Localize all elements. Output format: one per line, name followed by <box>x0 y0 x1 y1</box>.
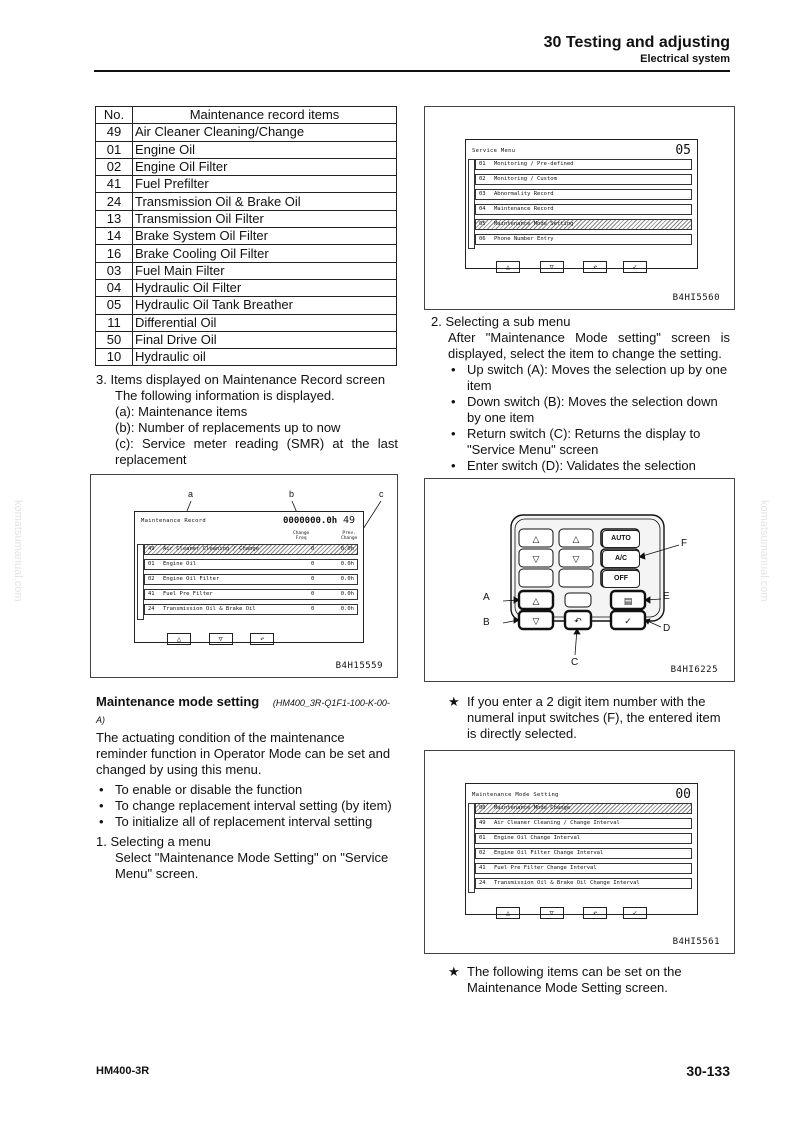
row-number: 24 <box>96 193 133 210</box>
row-item: Transmission Oil Filter <box>133 210 397 227</box>
row-prev-smr: 0.0h <box>340 591 354 597</box>
figure-id: B4HI5561 <box>672 937 720 947</box>
step-1 <box>96 834 398 882</box>
bullet-line: Down switch (B): Moves the selection down <box>467 394 718 409</box>
row-code: 04 <box>479 206 486 212</box>
row-code: 41 <box>148 591 155 597</box>
table-row <box>96 297 397 314</box>
row-code: 41 <box>479 865 486 871</box>
step-line: Select "Maintenance Mode Setting" on "Service <box>115 850 389 865</box>
bullet-line: Return switch (C): Returns the display to <box>467 426 701 441</box>
svg-text:△: △ <box>572 535 580 545</box>
note-line: If you enter a 2 digit item number with the <box>467 694 706 709</box>
table-row <box>96 245 397 262</box>
menu-row[interactable] <box>475 189 692 200</box>
figure-maintenance-record <box>90 474 398 678</box>
col-freq-label: Freq <box>295 536 307 541</box>
row-item: Air Cleaner Cleaning/Change <box>133 124 397 141</box>
row-number: 01 <box>96 141 133 158</box>
row-item: Hydraulic Oil Tank Breather <box>133 297 397 314</box>
down-button[interactable]: ▽ <box>540 261 564 273</box>
return-button[interactable]: ↶ <box>250 633 274 645</box>
table-row <box>96 158 397 175</box>
note-line: Maintenance Mode Setting screen. <box>467 980 668 995</box>
bullet-line: "Service Menu" screen <box>467 442 599 457</box>
row-number: 14 <box>96 228 133 245</box>
watermark-right: komatsumanual.com <box>758 500 770 602</box>
bullet-item <box>448 362 730 394</box>
service-menu-buttons <box>496 254 647 273</box>
footer-page-number: 30-133 <box>686 1063 730 1079</box>
note-line: is directly selected. <box>467 726 577 741</box>
menu-row[interactable] <box>475 234 692 245</box>
row-code: 00 <box>479 805 486 811</box>
step-heading: 1. Selecting a menu <box>96 834 211 849</box>
ac-key[interactable]: A/C <box>602 550 640 568</box>
service-menu-list <box>475 159 692 245</box>
off-key[interactable]: OFF <box>602 570 640 588</box>
row-change-count: 0 <box>311 591 315 597</box>
screen-title: Maintenance Record <box>141 518 207 524</box>
bullet-dot: • <box>99 798 104 813</box>
row-number: 10 <box>96 349 133 366</box>
row-label: Maintenance Mode Change <box>494 805 571 811</box>
section-3-line: The following information is displayed. <box>115 388 335 403</box>
svg-text:▤: ▤ <box>623 597 633 607</box>
row-item: Hydraulic Oil Filter <box>133 279 397 296</box>
svg-text:▽: ▽ <box>532 555 540 565</box>
row-item: Brake System Oil Filter <box>133 228 397 245</box>
bullet-item <box>448 458 730 474</box>
row-change-count: 0 <box>311 561 315 567</box>
screen-title: Service Menu <box>472 148 516 154</box>
table-row <box>96 193 397 210</box>
row-prev-smr: 0.0h <box>340 576 354 582</box>
bullet-dot: • <box>451 426 456 441</box>
lcd-maintenance-mode <box>465 783 698 915</box>
section-2-heading: 2. Selecting a sub menu <box>431 314 571 329</box>
label-e: E <box>663 591 670 602</box>
section-3 <box>96 372 398 468</box>
row-code: 01 <box>479 835 486 841</box>
maintenance-record-table <box>95 106 397 366</box>
row-item: Hydraulic oil <box>133 349 397 366</box>
row-item: Differential Oil <box>133 314 397 331</box>
switch-panel-drawing <box>425 479 734 681</box>
svg-text:▽: ▽ <box>532 617 540 627</box>
bullet-dot: • <box>451 394 456 409</box>
mms-list <box>475 803 692 889</box>
item-b-desc: (b): Number of replacements up to now <box>115 420 341 435</box>
row-label: Air Cleaner Cleaning / Change <box>163 546 260 552</box>
row-item: Transmission Oil & Brake Oil <box>133 193 397 210</box>
scrollbar[interactable] <box>468 803 475 893</box>
smr-value: 0000000.0h <box>283 516 338 526</box>
row-code: 24 <box>148 606 155 612</box>
lcd-maintenance-record <box>134 511 364 643</box>
table-row <box>96 176 397 193</box>
bullet-line: by one item <box>467 410 535 425</box>
row-number: 13 <box>96 210 133 227</box>
section-title: 30 Testing and adjusting <box>543 34 730 51</box>
row-label: Abnormality Record <box>494 191 554 197</box>
row-label: Engine Oil <box>163 561 197 567</box>
row-code: 49 <box>479 820 486 826</box>
col-change-label: Change <box>293 531 310 536</box>
mms-buttons <box>496 900 647 919</box>
bullet-dot: • <box>451 362 456 377</box>
bullet-text: To initialize all of replacement interval setting <box>115 814 373 829</box>
bullet-item <box>448 426 730 458</box>
section-2-line: displayed, select the item to change the setting. <box>448 346 722 361</box>
row-prev-smr: 0.0h <box>340 546 354 552</box>
menu-row[interactable] <box>475 863 692 874</box>
note-line: numeral input switches (F), the entered item <box>467 710 721 725</box>
star-icon: ★ <box>448 964 460 979</box>
col-prev-change <box>341 531 357 541</box>
figure-id: B4HI5560 <box>672 293 720 303</box>
menu-row[interactable] <box>144 544 358 555</box>
lcd-service-menu <box>465 139 698 269</box>
row-label: Engine Oil Change Interval <box>494 835 581 841</box>
para-line: reminder function in Operator Mode can be set and <box>96 746 391 761</box>
row-number: 16 <box>96 245 133 262</box>
note-settable-items <box>448 964 733 996</box>
note-direct-select <box>448 694 733 742</box>
table-row <box>96 228 397 245</box>
section-2 <box>431 314 730 474</box>
section-subtitle: Electrical system <box>640 53 730 65</box>
down-button[interactable]: ▽ <box>540 907 564 919</box>
row-number: 03 <box>96 262 133 279</box>
figure-service-menu <box>424 106 735 310</box>
star-icon: ★ <box>448 694 460 709</box>
footer-model: HM400-3R <box>96 1065 150 1077</box>
row-code: 01 <box>479 161 486 167</box>
para-line: changed by using this menu. <box>96 762 262 777</box>
menu-row[interactable] <box>144 589 358 600</box>
row-label: Maintenance Record <box>494 206 554 212</box>
figure-id: B4H15559 <box>335 661 383 671</box>
row-label: Air Cleaner Cleaning / Change Interval <box>494 820 620 826</box>
row-code: 01 <box>148 561 155 567</box>
scrollbar[interactable] <box>468 159 475 249</box>
row-item: Brake Cooling Oil Filter <box>133 245 397 262</box>
row-number: 49 <box>96 124 133 141</box>
table-header-no: No. <box>96 107 133 124</box>
label-d: D <box>663 623 671 634</box>
menu-row[interactable] <box>475 848 692 859</box>
table-row <box>96 279 397 296</box>
section-2-line: After "Maintenance Mode setting" screen is <box>448 330 730 345</box>
table-body <box>96 124 397 366</box>
row-label: Transmission Oil & Brake Oil Change Interval <box>494 880 640 886</box>
row-code: 06 <box>479 236 486 242</box>
table-row <box>96 210 397 227</box>
row-code: 03 <box>479 191 486 197</box>
section-code: (HM400_3R-Q1F1-100-K-00-A) <box>96 698 390 725</box>
return-button[interactable]: ↶ <box>583 261 607 273</box>
row-number: 50 <box>96 331 133 348</box>
bullet-line: Up switch (A): Moves the selection up by one <box>467 362 728 377</box>
row-code: 02 <box>148 576 155 582</box>
menu-row[interactable] <box>475 833 692 844</box>
row-label: Monitoring / Pre-defined <box>494 161 574 167</box>
para-line: The actuating condition of the maintenance <box>96 730 345 745</box>
menu-row[interactable] <box>144 604 358 615</box>
menu-row[interactable] <box>475 803 692 814</box>
row-change-count: 0 <box>311 606 315 612</box>
item-c-desc-cont: replacement <box>115 452 187 467</box>
col-change-freq <box>293 531 309 541</box>
up-button[interactable]: △ <box>496 261 520 273</box>
row-code: 24 <box>479 880 486 886</box>
label-a: A <box>483 592 490 603</box>
item-a-desc: (a): Maintenance items <box>115 404 248 419</box>
header-rule <box>94 70 730 72</box>
table-row <box>96 262 397 279</box>
row-item: Fuel Main Filter <box>133 262 397 279</box>
row-item: Engine Oil <box>133 141 397 158</box>
menu-row[interactable] <box>144 559 358 570</box>
figure-switch-panel <box>424 478 735 682</box>
col-prev-label: Prev. <box>342 531 356 536</box>
row-number: 04 <box>96 279 133 296</box>
record-buttons <box>167 626 274 645</box>
col-prev-change-label: Change <box>341 536 358 541</box>
screen-title: Maintenance Mode Setting <box>472 792 559 798</box>
down-button[interactable]: ▽ <box>209 633 233 645</box>
menu-row[interactable] <box>475 818 692 829</box>
table-row <box>96 349 397 366</box>
bullet-text: To enable or disable the function <box>115 782 303 797</box>
row-label: Transmission Oil & Brake Oil <box>163 606 256 612</box>
svg-text:△: △ <box>532 597 540 607</box>
up-button[interactable]: △ <box>167 633 191 645</box>
record-list <box>144 544 358 615</box>
callout-c: c <box>379 489 384 499</box>
bullet-line: item <box>467 378 492 393</box>
bullet-line: Enter switch (D): Validates the selection <box>467 458 696 473</box>
row-item: Engine Oil Filter <box>133 158 397 175</box>
maintenance-mode-section <box>96 694 398 882</box>
label-c: C <box>571 657 579 668</box>
row-prev-smr: 0.0h <box>340 606 354 612</box>
step-line: Menu" screen. <box>115 866 199 881</box>
row-label: Maintenance Mode Setting <box>494 221 574 227</box>
auto-key[interactable]: AUTO <box>602 530 640 548</box>
section-2-bullets <box>448 362 730 474</box>
row-label: Phone Number Entry <box>494 236 554 242</box>
bullet-dot: • <box>99 814 104 829</box>
row-label: Fuel Pre Filter Change Interval <box>494 865 597 871</box>
mm-bullets <box>96 782 398 830</box>
row-label: Engine Oil Filter <box>163 576 220 582</box>
menu-row[interactable] <box>475 219 692 230</box>
return-button[interactable]: ↶ <box>583 907 607 919</box>
row-label: Engine Oil Filter Change Interval <box>494 850 604 856</box>
bullet-dot: • <box>99 782 104 797</box>
section-3-heading: 3. Items displayed on Maintenance Record screen <box>96 372 386 387</box>
svg-text:✓: ✓ <box>624 617 632 627</box>
row-code: 02 <box>479 176 486 182</box>
bullet-text: To change replacement interval setting (by item) <box>115 798 392 813</box>
section-paragraph <box>96 730 398 778</box>
table-row <box>96 141 397 158</box>
row-number: 11 <box>96 314 133 331</box>
figure-id: B4HI6225 <box>670 665 718 675</box>
menu-row[interactable] <box>144 574 358 585</box>
svg-text:↶: ↶ <box>574 617 582 627</box>
bullet-item <box>448 394 730 426</box>
item-number: 49 <box>343 515 356 526</box>
item-c-desc: (c): Service meter reading (SMR) at the last <box>115 436 398 451</box>
up-button[interactable]: △ <box>496 907 520 919</box>
row-number: 02 <box>96 158 133 175</box>
row-label: Fuel Pre Filter <box>163 591 213 597</box>
item-number: 00 <box>675 787 691 802</box>
enter-button[interactable]: ✓ <box>623 907 647 919</box>
callout-a: a <box>188 489 194 499</box>
row-change-count: 0 <box>311 576 315 582</box>
table-row <box>96 314 397 331</box>
svg-text:▽: ▽ <box>572 555 580 565</box>
row-code: 05 <box>479 221 486 227</box>
item-number: 05 <box>675 143 691 158</box>
table-row <box>96 331 397 348</box>
note-line: The following items can be set on the <box>467 964 682 979</box>
row-number: 05 <box>96 297 133 314</box>
row-change-count: 0 <box>311 546 315 552</box>
scrollbar[interactable] <box>137 544 144 620</box>
label-b: B <box>483 617 490 628</box>
table-row <box>96 124 397 141</box>
menu-row[interactable] <box>475 878 692 889</box>
svg-text:△: △ <box>532 535 540 545</box>
menu-row[interactable] <box>475 159 692 170</box>
row-code: 02 <box>479 850 486 856</box>
section-heading: Maintenance mode setting <box>96 694 260 709</box>
enter-button[interactable]: ✓ <box>623 261 647 273</box>
figure-maintenance-mode-setting <box>424 750 735 954</box>
table-header-items: Maintenance record items <box>133 107 397 124</box>
row-label: Monitoring / Custom <box>494 176 557 182</box>
watermark-left: komatsumanual.com <box>12 500 24 602</box>
menu-row[interactable] <box>475 204 692 215</box>
row-prev-smr: 0.0h <box>340 561 354 567</box>
menu-row[interactable] <box>475 174 692 185</box>
callout-b: b <box>289 489 295 499</box>
label-f: F <box>681 538 688 549</box>
row-number: 41 <box>96 176 133 193</box>
row-item: Fuel Prefilter <box>133 176 397 193</box>
row-code: 49 <box>148 546 155 552</box>
bullet-dot: • <box>451 458 456 473</box>
row-item: Final Drive Oil <box>133 331 397 348</box>
